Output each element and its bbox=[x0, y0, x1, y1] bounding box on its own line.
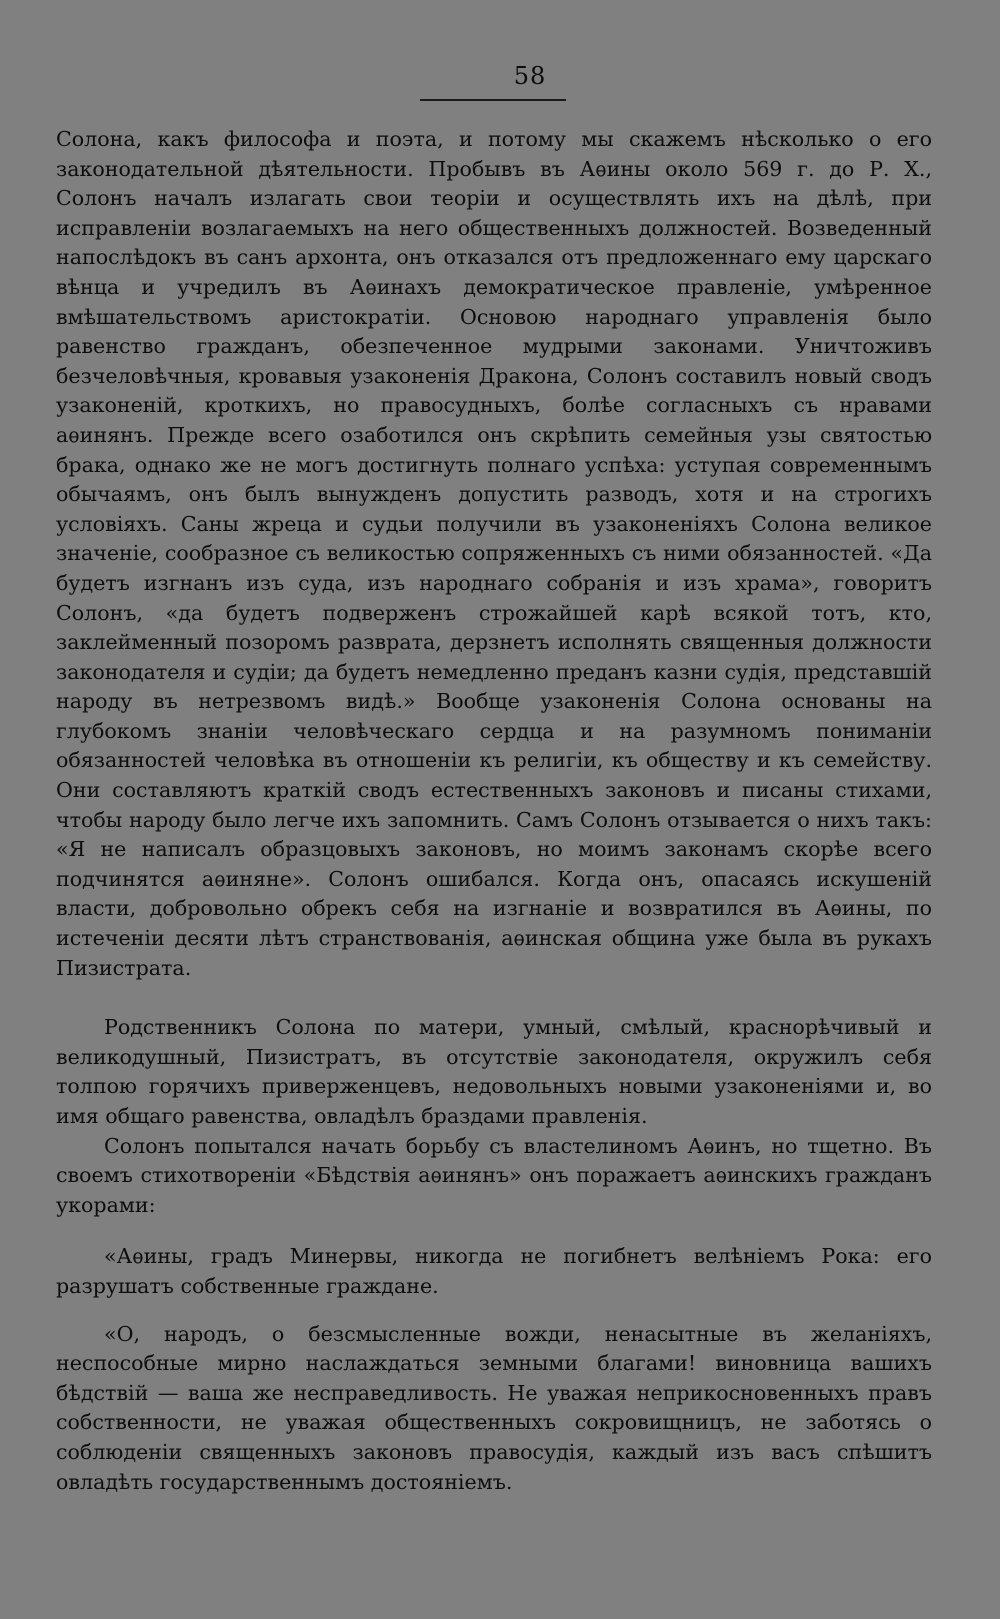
quote-people-leaders: «О, народъ, о безсмысленные вожди, ненасытные въ желаніяхъ, неспособные мирно наслаждаться земными благами! виновница вашихъ бѣдствій — ваша же несправедливость. Не уважая неприкосновенныхъ правъ собственности, не уважая общественныхъ сокровищницъ, не заботясь о соблюденіи священныхъ законовъ правосудія, каждый изъ васъ спѣшитъ овладѣть государственнымъ достояніемъ. bbox=[56, 1321, 932, 1494]
paragraph-solon-struggle: Солонъ попытался начать борьбу съ властелиномъ Аѳинъ, но тщетно. Въ своемъ стихотвореніи «Бѣдствія аѳинянъ» онъ поражаетъ аѳинскихъ гражданъ укорами: bbox=[56, 1133, 932, 1217]
paragraph-solon-laws: Солона, какъ философа и поэта, и потому мы скажемъ нѣсколько о его законодательной дѣятельности. Пробывъ въ Аѳины около 569 г. до Р. Х., Солонъ началъ излагать свои теоріи и осуществлять ихъ на дѣлѣ, при исправленіи возлагаемыхъ на него общественныхъ должностей. Возведенный напослѣдокъ въ санъ архонта, онъ отказался отъ предложеннаго ему царскаго вѣнца и учредилъ въ Аѳинахъ демократическое правленіе, умѣренное вмѣшательствомъ аристократіи. Основою народнаго управленія было равенство гражданъ, обезпеченное мудрыми законами. Уничтоживъ безчеловѣчныя, кровавыя узаконенія Дракона, Солонъ составилъ новый сводъ узаконеній, кроткихъ, но правосудныхъ, болѣе согласныхъ съ нравами аѳинянъ. Прежде всего озаботился онъ скрѣпить семейныя узы святостью брака, однако же не могъ достигнуть полнаго успѣха: уступая современнымъ обычаямъ, онъ былъ вынужденъ допустить разводъ, хотя и на строгихъ условіяхъ. Саны жреца и судьи получили въ узаконеніяхъ Солона великое значеніе, сообразное съ великостью сопряженныхъ съ ними обязанностей. «Да будетъ изгнанъ изъ суда, изъ народнаго собранія и изъ храма», говоритъ Солонъ, «да будетъ подверженъ строжайшей карѣ всякой тотъ, кто, заклейменный позоромъ разврата, дерзнетъ исполнять священныя должности законодателя и судіи; да будетъ немедленно преданъ казни судія, представшій народу въ нетрезвомъ видѣ.» Вообще узаконенія Солона основаны на глубокомъ знаніи человѣческаго сердца и на разумномъ пониманіи обязанностей человѣка въ отношеніи къ религіи, къ обществу и къ семейству. Они составляютъ краткій сводъ естественныхъ законовъ и писаны стихами, чтобы народу было легче ихъ запомнить. Самъ Солонъ отзывается о нихъ такъ: «Я не написалъ образцовыхъ законовъ, но моимъ законамъ скорѣе всего подчинятся аѳиняне». Солонъ ошибался. Когда онъ, опасаясь искушеній власти, добровольно обрекъ себя на изгнаніе и возвратился въ Аѳины, по истеченіи десяти лѣтъ странствованія, аѳинская община уже была въ рукахъ Пизистрата. bbox=[56, 127, 932, 980]
quote-athens-minerva: «Аѳины, градъ Минервы, никогда не погибнетъ велѣніемъ Рока: его разрушатъ собственные граждане. bbox=[56, 1244, 932, 1298]
paragraph-pisistratus: Родственникъ Солона по матери, умный, смѣлый, краснорѣчивый и великодушный, Пизистратъ, въ отсутствіе законодателя, окружилъ себя толпою горячихъ приверженцевъ, недовольныхъ новыми узаконеніями и, во имя общаго равенства, овладѣлъ браздами правленія. bbox=[56, 1015, 932, 1128]
page-number-rule bbox=[420, 99, 566, 101]
page-number: 58 bbox=[513, 62, 547, 90]
page-body bbox=[56, 125, 932, 1497]
